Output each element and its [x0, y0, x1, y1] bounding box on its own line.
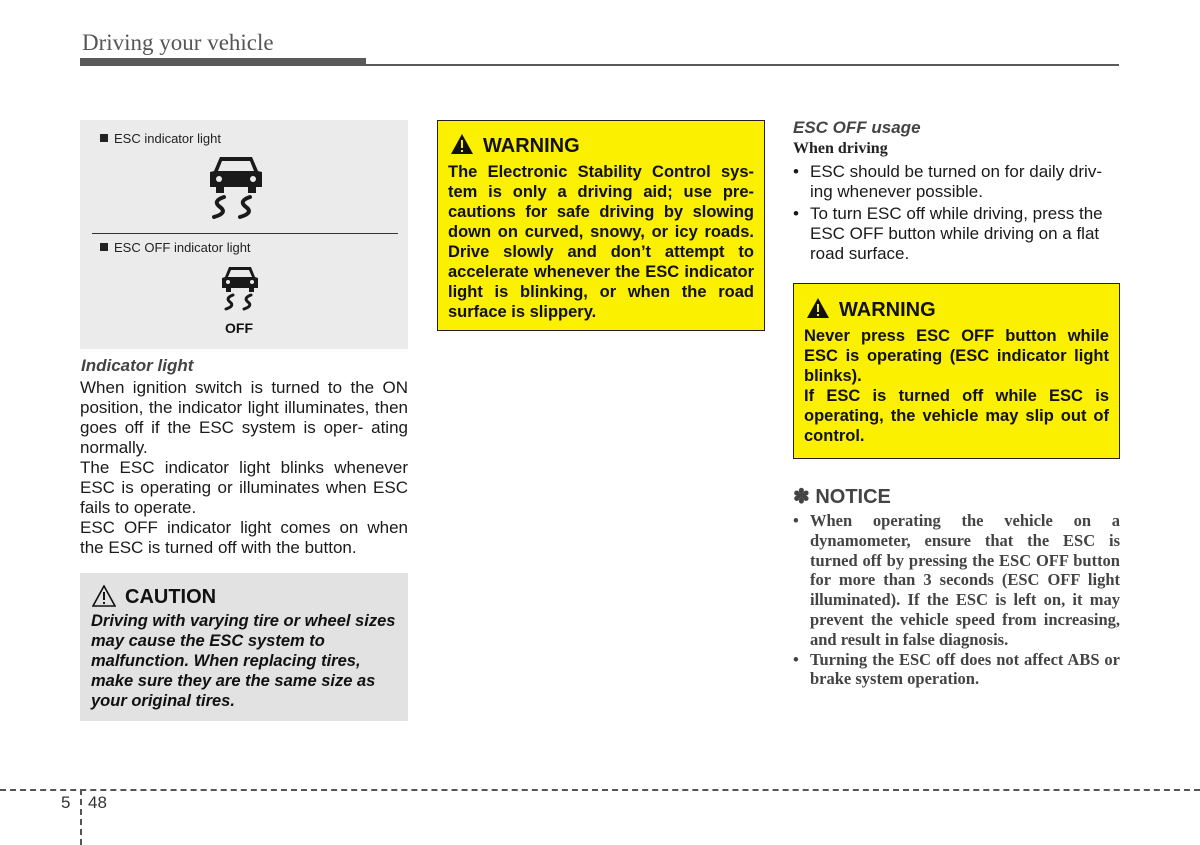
- esc-off-usage-list: [793, 162, 1120, 266]
- indicator-light-body: [80, 378, 408, 558]
- warning-title: WARNING: [483, 135, 580, 157]
- warning-box-esc-off: [793, 283, 1120, 459]
- warning-triangle-icon: [806, 297, 830, 319]
- square-bullet-icon: [100, 243, 108, 251]
- header-rule-thin: [366, 64, 1119, 66]
- caution-triangle-icon: [92, 585, 116, 607]
- esc-off-car-skid-icon: [220, 266, 260, 318]
- esc-off-text: OFF: [225, 320, 253, 336]
- header-rule-thick: [80, 58, 366, 66]
- indicator-light-paragraph: The ESC indicator light blinks whenever ESC is operating or illuminates when ESC fails to operate.: [80, 458, 408, 517]
- notice-title: ✽ NOTICE: [793, 486, 891, 508]
- square-bullet-icon: [100, 134, 108, 142]
- caution-box: [80, 573, 408, 721]
- indicator-light-heading: Indicator light: [81, 356, 194, 375]
- warning-text: The Electronic Stability Control sys- tem is only a driving aid; use pre- cautions for safe driving by slowing down on curved, snowy, or icy roads. Drive slowly and don’t attempt to accelerate whenever the ESC indicator light is blinking, or when the road surface is slippery.: [448, 163, 754, 321]
- caution-text: Driving with varying tire or wheel sizes may cause the ESC system to malfunction. When replacing tires, make sure they are the same size as your original tires.: [91, 612, 396, 710]
- page-number: 48: [88, 793, 107, 812]
- warning-text: [804, 326, 1109, 446]
- notice-list: [793, 511, 1120, 689]
- warning-triangle-icon: [450, 133, 474, 155]
- footer-dashed-rule: [0, 789, 1200, 791]
- when-driving-subheading: When driving: [793, 140, 888, 157]
- esc-off-indicator-label: ESC OFF indicator light: [100, 240, 251, 255]
- chapter-number: 5: [61, 793, 71, 812]
- esc-indicator-label: ESC indicator light: [100, 131, 221, 146]
- warning-title: WARNING: [839, 299, 936, 321]
- page-header-title: Driving your vehicle: [82, 30, 274, 55]
- indicator-light-paragraph: ESC OFF indicator light comes on when the ESC is turned off with the button.: [80, 518, 408, 557]
- list-item: • Turning the ESC off does not affect ABS or brake system operation.: [793, 649, 1120, 689]
- list-item: • To turn ESC off while driving, press the ESC OFF button while driving on a flat road surface.: [793, 204, 1103, 263]
- indicator-light-paragraph: When ignition switch is turned to the ON position, the indicator light illuminates, then goes off if the ESC system is oper- ating normally.: [80, 378, 408, 457]
- indicator-light-panel: [80, 120, 408, 349]
- esc-off-usage-heading: ESC OFF usage: [793, 118, 921, 137]
- panel-divider: [92, 233, 398, 234]
- esc-car-skid-icon: [206, 155, 270, 219]
- warning-box-driving-aid: [437, 120, 765, 331]
- caution-title: CAUTION: [125, 586, 217, 608]
- list-item: • When operating the vehicle on a dynamometer, ensure that the ESC is turned off by pressing the ESC OFF button for more than 3 seconds (ESC OFF light illuminated). If the ESC is left on, it may prevent the vehicle speed from increasing, and result in false diagnosis.: [793, 511, 1120, 649]
- warning-line: If ESC is turned off while ESC is operating, the vehicle may slip out of control.: [804, 387, 1109, 445]
- footer-dashed-divider: [80, 789, 82, 845]
- warning-line: Never press ESC OFF button while ESC is operating (ESC indicator light blinks).: [804, 327, 1109, 385]
- list-item: • ESC should be turned on for daily driv- ing whenever possible.: [793, 162, 1102, 201]
